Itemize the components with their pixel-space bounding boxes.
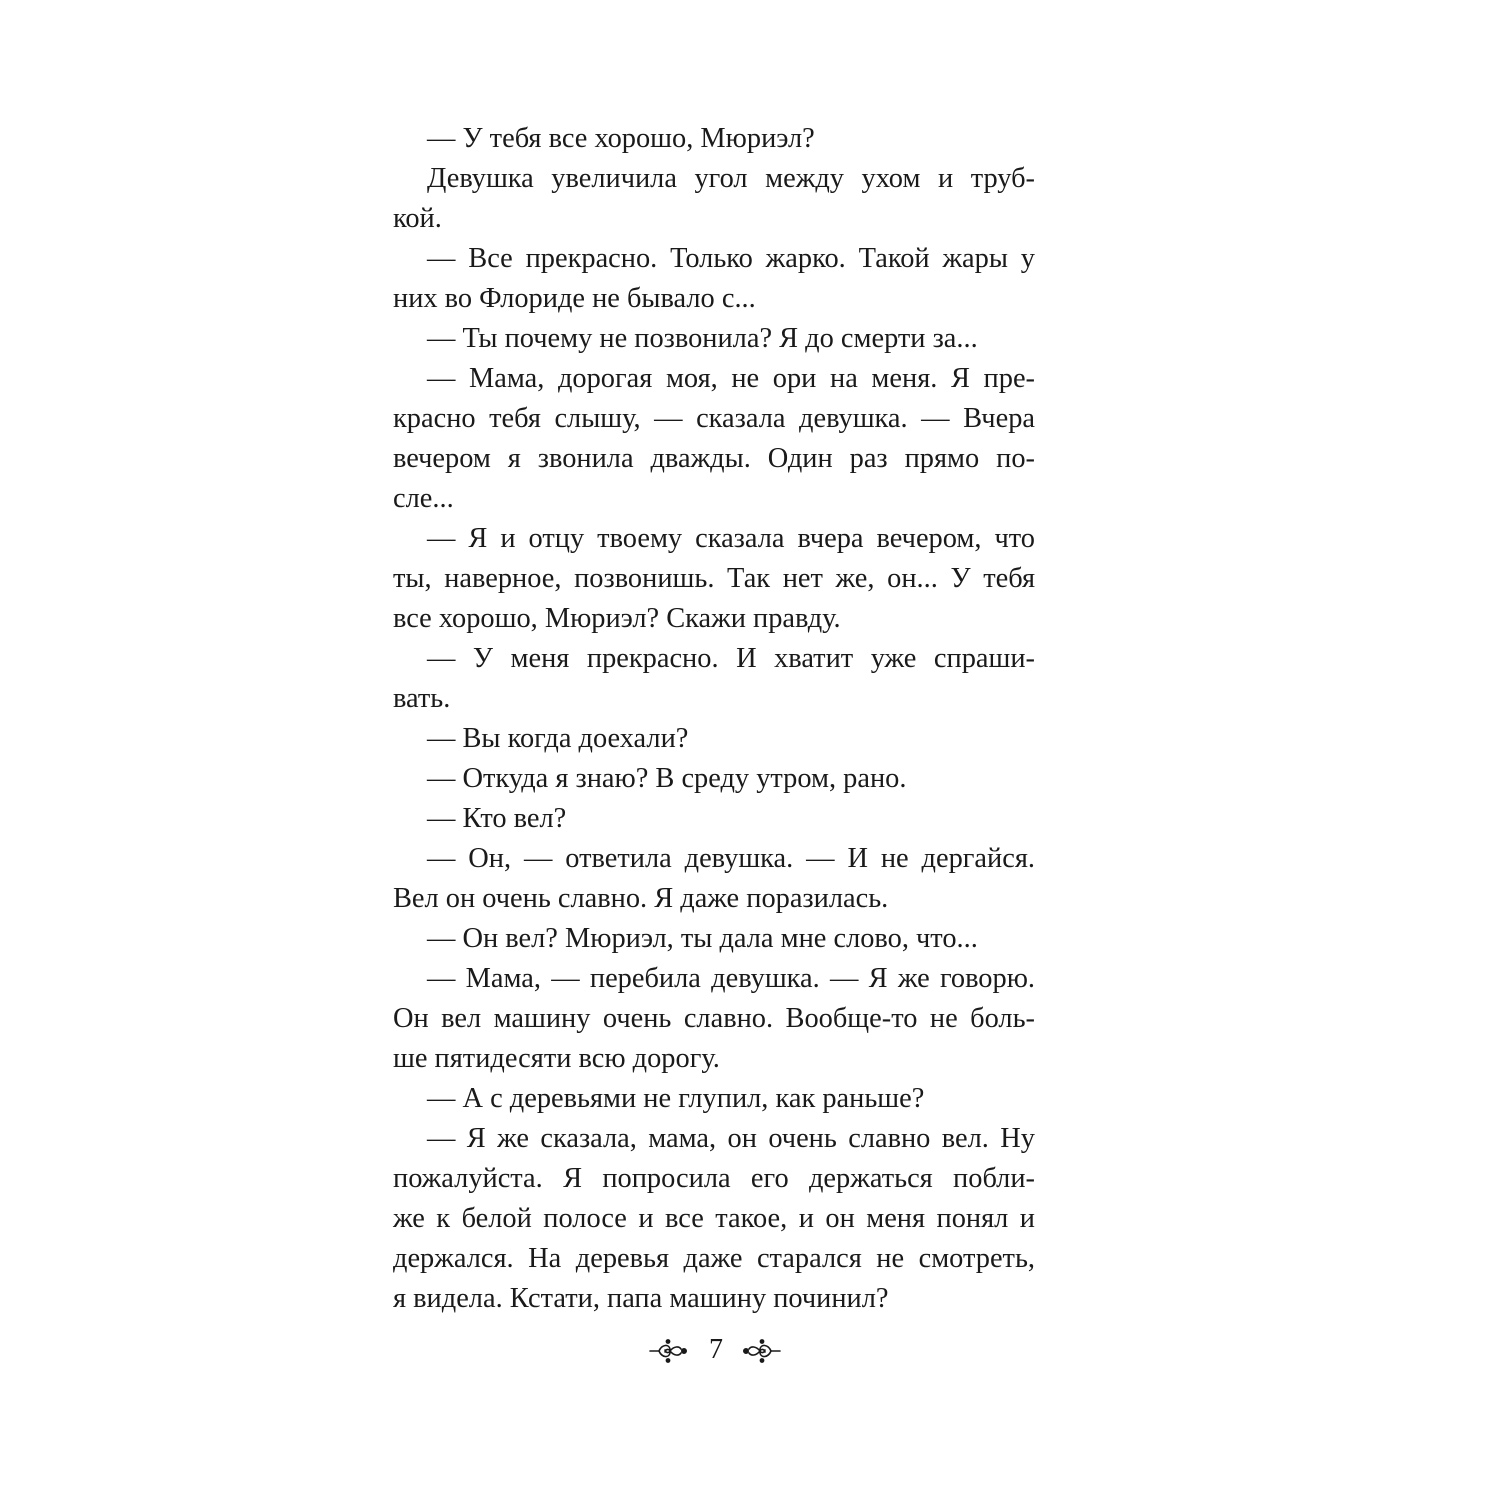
text-line: я видела. Кстати, папа машину починил? bbox=[393, 1283, 889, 1314]
text-line: — Я и отцу твоему сказала вчера вечером, что bbox=[427, 523, 1035, 554]
text-line: них во Флориде не бывало с... bbox=[393, 283, 756, 314]
text-line: Он вел машину очень славно. Вообще-то не боль- bbox=[393, 1003, 1035, 1034]
text-line: ты, наверное, позвонишь. Так нет же, он... У тебя bbox=[393, 563, 1035, 594]
flourish-ornament-icon bbox=[742, 1338, 782, 1364]
text-line: же к белой полосе и все такое, и он меня понял и bbox=[393, 1203, 1035, 1234]
page-footer bbox=[640, 1328, 790, 1372]
text-line: Девушка увеличила угол между ухом и труб- bbox=[427, 163, 1035, 194]
flourish-ornament-icon bbox=[648, 1338, 688, 1364]
text-line: кой. bbox=[393, 203, 442, 234]
text-line: вать. bbox=[393, 683, 451, 714]
text-line: держался. На деревья даже старался не смотреть, bbox=[393, 1243, 1035, 1274]
text-line: — Я же сказала, мама, он очень славно вел. Ну bbox=[427, 1123, 1035, 1154]
text-line: все хорошо, Мюриэл? Скажи правду. bbox=[393, 603, 841, 634]
text-line: красно тебя слышу, — сказала девушка. — Вчера bbox=[393, 403, 1035, 434]
text-line: — Вы когда доехали? bbox=[427, 723, 689, 754]
text-line: — Мама, дорогая моя, не ори на меня. Я пре- bbox=[427, 363, 1035, 394]
text-line: вечером я звонила дважды. Один раз прямо по- bbox=[393, 443, 1035, 474]
text-line: — Откуда я знаю? В среду утром, рано. bbox=[427, 763, 907, 794]
text-line: — Ты почему не позвонила? Я до смерти за... bbox=[427, 323, 978, 354]
text-line: — А с деревьями не глупил, как раньше? bbox=[427, 1083, 925, 1114]
text-line: сле... bbox=[393, 483, 454, 514]
text-line: — Мама, — перебила девушка. — Я же говорю. bbox=[427, 963, 1035, 994]
text-line: — У меня прекрасно. И хватит уже спраши- bbox=[427, 643, 1035, 674]
text-line: — Кто вел? bbox=[427, 803, 567, 834]
text-line: ше пятидесяти всю дорогу. bbox=[393, 1043, 720, 1074]
page-number: 7 bbox=[709, 1334, 723, 1365]
text-line: пожалуйста. Я попросила его держаться побли- bbox=[393, 1163, 1035, 1194]
text-line: — Он вел? Мюриэл, ты дала мне слово, что... bbox=[427, 923, 978, 954]
text-line: — У тебя все хорошо, Мюриэл? bbox=[427, 123, 815, 154]
text-line: — Все прекрасно. Только жарко. Такой жары у bbox=[427, 243, 1035, 274]
text-line: — Он, — ответила девушка. — И не дергайся. bbox=[427, 843, 1035, 874]
text-line: Вел он очень славно. Я даже поразилась. bbox=[393, 883, 889, 914]
